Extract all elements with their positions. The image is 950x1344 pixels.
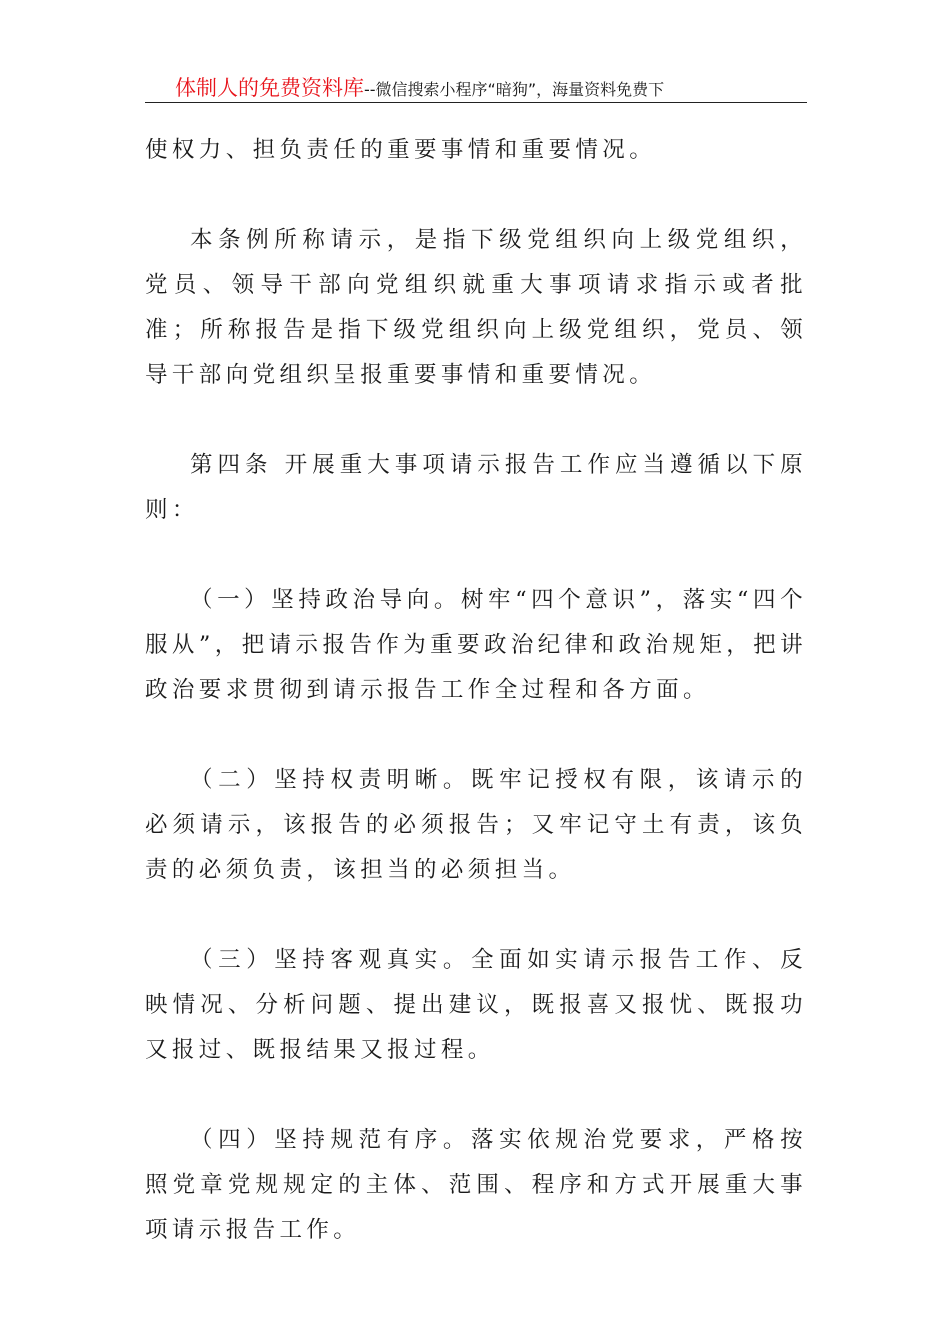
principle-four: （四）坚持规范有序。落实依规治党要求，严格按照党章党规规定的主体、范围、程序和方式开展重大事项请示报告工作。 — [145, 1127, 807, 1243]
page-header — [145, 72, 807, 103]
principle-three: （三）坚持客观真实。全面如实请示报告工作、反映情况、分析问题、提出建议，既报喜又报忧、既报功又报过、既报结果又报过程。 — [145, 947, 807, 1063]
document-body — [145, 128, 807, 1298]
principle-two: （二）坚持权责明晰。既牢记授权有限，该请示的必须请示，该报告的必须报告；又牢记守土有责，该负责的必须负责，该担当的必须担当。 — [145, 767, 807, 883]
header-tagline: --微信搜索小程序“暗狗”，海量资料免费下 — [364, 80, 665, 99]
paragraph-continuation: 使权力、担负责任的重要事情和重要情况。 — [145, 137, 657, 163]
article-four-heading: 第四条 开展重大事项请示报告工作应当遵循以下原则： — [145, 452, 807, 523]
principle-one: （一）坚持政治导向。树牢“四个意识”，落实“四个服从”，把请示报告作为重要政治纪律和政治规矩，把讲政治要求贯彻到请示报告工作全过程和各方面。 — [145, 587, 807, 703]
paragraph-definition: 本条例所称请示，是指下级党组织向上级党组织，党员、领导干部向党组织就重大事项请求指示或者批准；所称报告是指下级党组织向上级党组织，党员、领导干部向党组织呈报重要事情和重要情况。 — [145, 227, 807, 388]
header-brand: 体制人的免费资料库 — [175, 76, 364, 100]
